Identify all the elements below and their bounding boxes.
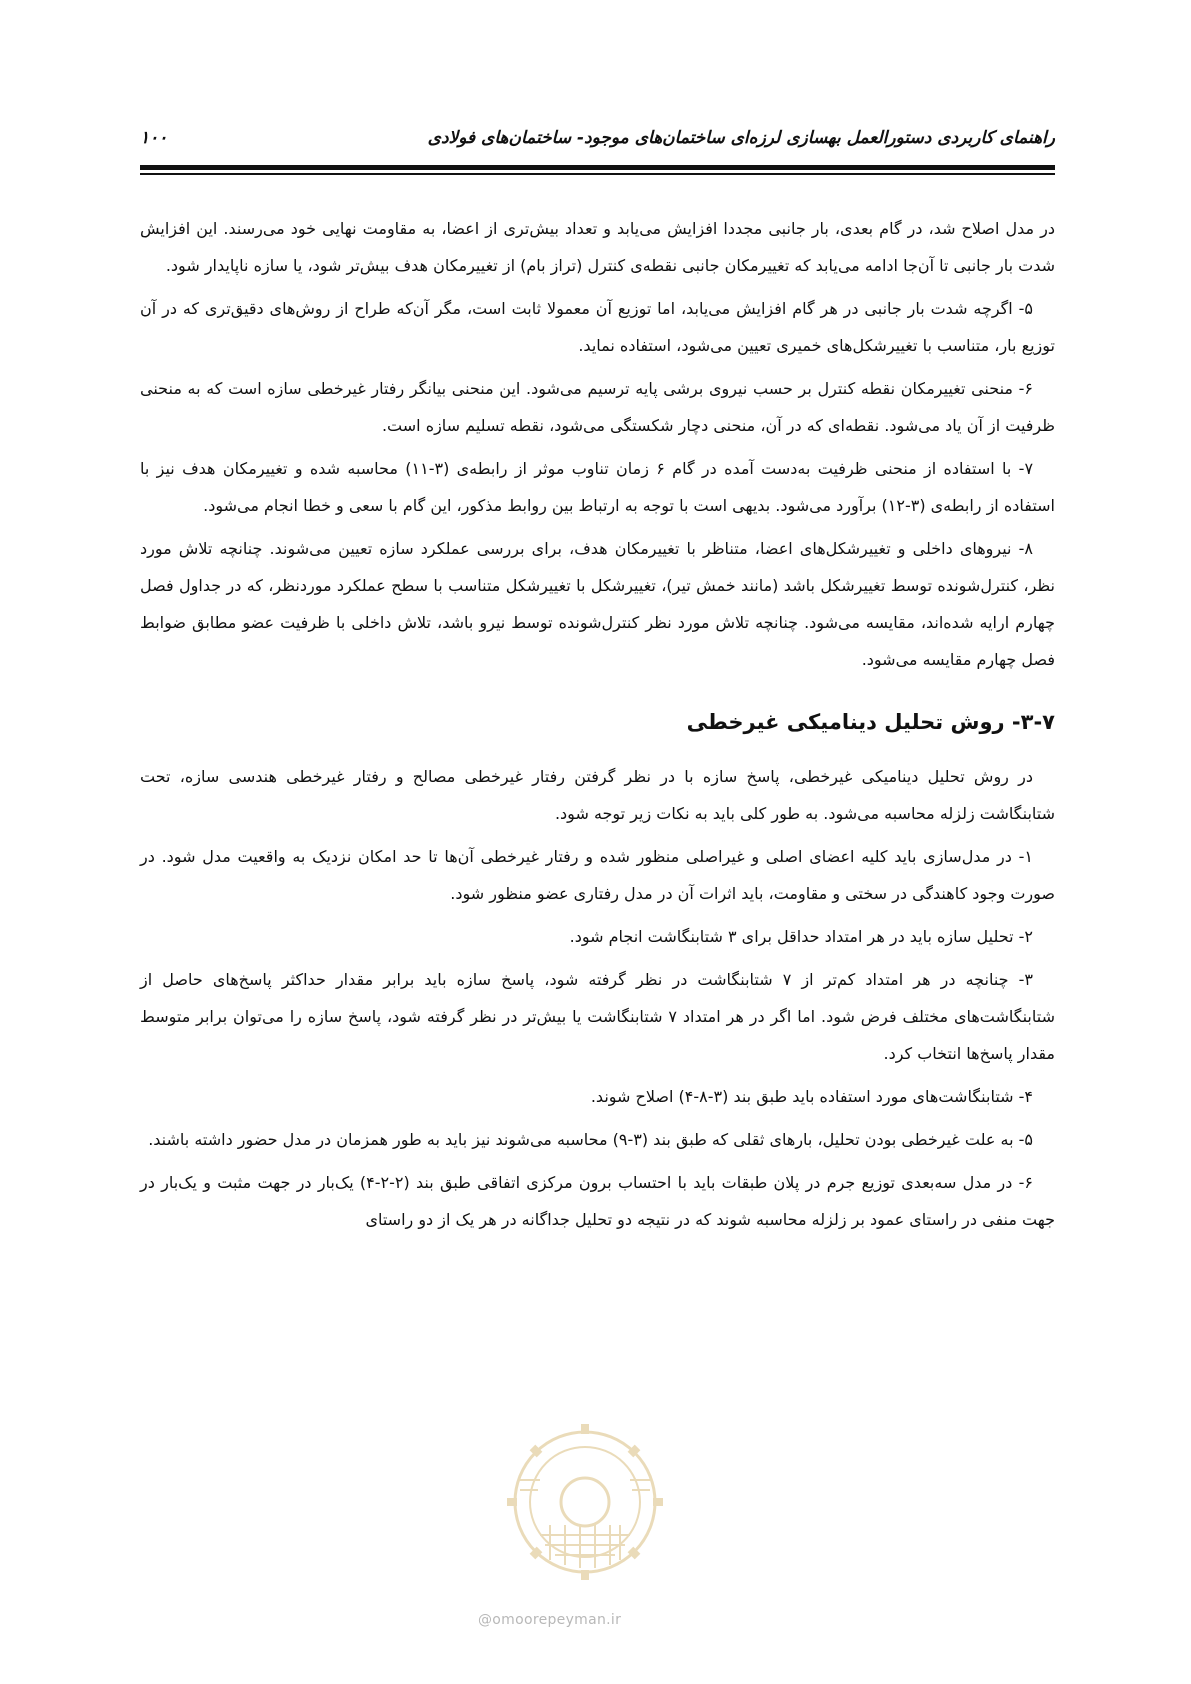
paragraph: در مدل اصلاح شد، در گام بعدی، بار جانبی مجددا افزایش می‌یابد و تعداد بیش‌تری از اعضا، به مقاومت نهایی خود می‌رسند. این افزایش شدت بار جانبی تا آن‌جا ادامه می‌یابد که تغییرمکان جانبی نقطه‌ی کنترل (تراز بام) از تغییرمکان هدف بیش‌تر شود، یا سازه ناپایدار شود. — [140, 219, 1055, 275]
watermark-url: @omoorepeyman.ir — [478, 1612, 622, 1628]
watermark-logo — [480, 1410, 690, 1600]
header-rule-thin — [140, 173, 1055, 175]
section-heading: ۳-۷- روش تحلیل دینامیکی غیرخطی — [686, 710, 1055, 734]
paragraph: ۸- نیروهای داخلی و تغییرشکل‌های اعضا، متناظر با تغییرمکان هدف، برای بررسی عملکرد سازه تعیین می‌شوند. چنانچه تلاش مورد نظر، کنترل‌شونده توسط تغییرشکل باشد (مانند خمش تیر)، تغییرشکل با تغییرشکل متناسب با سطح عملکرد موردنظر، که در جداول فصل چهارم ارایه شده‌اند، مقایسه می‌شود. چنانچه تلاش مورد نظر کنترل‌شونده توسط نیرو باشد، تلاش داخلی با ظرفیت عضو مطابق ضوابط فصل چهارم مقایسه می‌شود. — [140, 539, 1055, 669]
paragraph: ۶- در مدل سه‌بعدی توزیع جرم در پلان طبقات باید با احتساب برون مرکزی اتفاقی طبق بند (۲-۲-۴) یک‌بار در جهت مثبت و یک‌بار در جهت منفی در راستای عمود بر زلزله محاسبه شوند که در نتیجه دو تحلیل جداگانه در هر یک از دو راستای — [140, 1173, 1055, 1229]
header-rule-thick — [140, 165, 1055, 170]
paragraph: ۵- به علت غیرخطی بودن تحلیل، بارهای ثقلی که طبق بند (۳-۹) محاسبه می‌شوند نیز باید به طور همزمان در مدل حضور داشته باشند. — [148, 1130, 1033, 1149]
page-number: ۱۰۰ — [140, 128, 168, 148]
page-body — [140, 210, 1055, 1238]
paragraph: ۲- تحلیل سازه باید در هر امتداد حداقل برای ۳ شتابنگاشت انجام شود. — [569, 927, 1033, 946]
running-title: راهنمای کاربردی دستورالعمل بهسازی لرزه‌ای ساختمان‌های موجود- ساختمان‌های فولادی — [427, 128, 1055, 148]
paragraph: ۳- چنانچه در هر امتداد کم‌تر از ۷ شتابنگاشت در نظر گرفته شود، پاسخ سازه باید برابر مقدار حداکثر پاسخ‌های حاصل از شتابنگاشت‌های مختلف فرض شود. اما اگر در هر امتداد ۷ شتابنگاشت یا بیش‌تر در نظر گرفته شود، پاسخ سازه را می‌توان برابر متوسط مقدار پاسخ‌ها انتخاب کرد. — [140, 970, 1055, 1063]
paragraph: ۶- منحنی تغییرمکان نقطه کنترل بر حسب نیروی برشی پایه ترسیم می‌شود. این منحنی بیانگر رفتار غیرخطی سازه است که به منحنی ظرفیت از آن یاد می‌شود. نقطه‌ای که در آن، منحنی دچار شکستگی می‌شود، نقطه تسلیم سازه است. — [140, 379, 1055, 435]
paragraph: در روش تحلیل دینامیکی غیرخطی، پاسخ سازه با در نظر گرفتن رفتار غیرخطی مصالح و رفتار غیرخطی هندسی سازه، تحت شتابنگاشت زلزله محاسبه می‌شود. به طور کلی باید به نکات زیر توجه شود. — [140, 767, 1055, 823]
paragraph: ۷- با استفاده از منحنی ظرفیت به‌دست آمده در گام ۶ زمان تناوب موثر از رابطه‌ی (۳-۱۱) محاسبه شده و تغییرمکان هدف نیز با استفاده از رابطه‌ی (۳-۱۲) برآورد می‌شود. بدیهی است با توجه به ارتباط بین روابط مذکور، این گام با سعی و خطا انجام می‌شود. — [140, 459, 1055, 515]
paragraph: ۱- در مدل‌سازی باید کلیه اعضای اصلی و غیراصلی منظور شده و رفتار غیرخطی آن‌ها تا حد امکان نزدیک به واقعیت مدل شود. در صورت وجود کاهندگی در سختی و مقاومت، باید اثرات آن در مدل رفتاری عضو منظور شود. — [140, 847, 1055, 903]
paragraph: ۵- اگرچه شدت بار جانبی در هر گام افزایش می‌یابد، اما توزیع آن معمولا ثابت است، مگر آن‌که طراح از روش‌های دقیق‌تری که در آن توزیع بار، متناسب با تغییرشکل‌های خمیری تعیین می‌شود، استفاده نماید. — [140, 299, 1055, 355]
page-header — [140, 118, 1055, 158]
paragraph: ۴- شتابنگاشت‌های مورد استفاده باید طبق بند (۳-۸-۴) اصلاح شوند. — [590, 1087, 1033, 1106]
